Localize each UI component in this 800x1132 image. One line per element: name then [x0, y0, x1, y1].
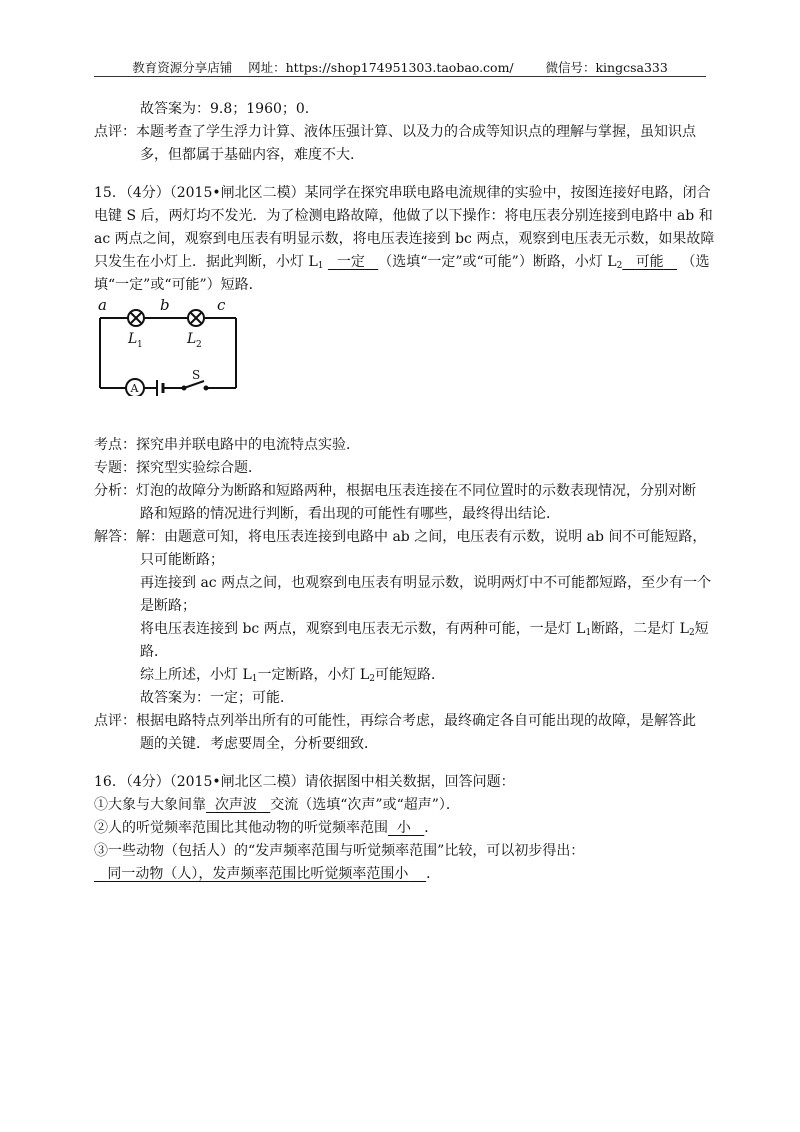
fenxi-text-1: 灯泡的故障分为断路和短路两种，根据电压表连接在不同位置时的示数表现情况，分别对断	[136, 483, 696, 499]
dianping-text-1: 根据电路特点列举出所有的可能性，再综合考虑，最终确定各自可能出现的故障，是解答此	[136, 713, 696, 729]
q16-answer-3-text: 同一动物（人），发声频率范围比听觉频率范围小	[107, 866, 409, 882]
q16-item-3: ③一些动物（包括人）的“发声频率范围与听觉频率范围”比较，可以初步得出：	[94, 843, 585, 859]
q15-answer-1	[328, 254, 378, 270]
q15-jieda-line-6: 路．	[140, 644, 168, 660]
point-a-label: a	[98, 296, 107, 314]
zhuanti-tag: 专题：	[94, 460, 136, 476]
q16-answer-1-text: 次声波	[214, 797, 257, 813]
q15-line-3: ac 两点之间，观察到电压表有明显示数，将电压表连接到 bc 两点，观察到电压表无示数，如果故障	[94, 231, 715, 247]
point-c-label: c	[217, 296, 226, 314]
circuit-diagram	[96, 296, 241, 396]
switch-label: S	[192, 368, 201, 382]
q16-item-4-end: ．	[426, 866, 441, 882]
q15-answer-2	[622, 254, 677, 270]
q15-kaodian	[94, 435, 360, 455]
q15-line-4-end: （选	[681, 254, 710, 270]
q16-item-2-text-a: ②人的听觉频率范围比其他动物的听觉频率范围	[94, 820, 388, 836]
jieda-text-5b: 断路，二是灯 L	[591, 621, 689, 637]
q15-l2-subscript: 2	[616, 261, 623, 271]
jieda-5-sub-1: 1	[585, 628, 592, 638]
q15-line-4	[94, 252, 710, 272]
jieda-5-sub-2: 2	[688, 628, 695, 638]
jieda-7-sub-1: 1	[251, 674, 258, 684]
q15-fenxi-line-2: 路和短路的情况进行判断，看出现的可能性有哪些，最终得出结论．	[140, 506, 560, 522]
q16-item-1-text-a: ①大象与大象间靠	[94, 797, 206, 813]
jieda-text-1: 解：由题意可知，将电压表连接到电路中 ab 之间，电压表有示数，说明 ab 间不可能短路，	[136, 529, 707, 545]
q15-line-2: 电键 S 后，两灯均不发光．为了检测电路故障，他做了以下操作：将电压表分别连接到电路中 ab 和	[94, 208, 713, 224]
jieda-text-5c: 短	[694, 621, 709, 637]
q16-answer-3	[94, 866, 426, 882]
q15-dianping-line-1	[94, 711, 696, 731]
prev-comment-tag: 点评：	[94, 124, 136, 140]
q15-answer-1-text: 一定	[336, 254, 365, 270]
jieda-tag: 解答：	[94, 529, 136, 545]
prev-comment-line-1	[94, 122, 696, 142]
q15-jieda-line-4: 是断路；	[140, 598, 196, 614]
wechat-label: 微信号：	[545, 60, 596, 75]
q16-answer-2	[388, 820, 424, 836]
switch-contact	[205, 387, 208, 390]
lamp-l1-label: L	[128, 331, 138, 347]
q15-zhuanti	[94, 458, 262, 478]
jieda-text-5a: 将电压表连接到 bc 两点，观察到电压表无示数，有两种可能，一是灯 L	[140, 621, 586, 637]
jieda-7-sub-2: 2	[369, 674, 375, 684]
q16-item-1-text-b: 交流（选填“次声”或“超声”）．	[270, 797, 460, 813]
q16-item-4	[94, 864, 440, 884]
jieda-text-7c: 可能短路．	[374, 667, 445, 683]
q15-jieda-line-3: 再连接到 ac 两点之间，也观察到电压表有明显示数，说明两灯中不可能都短路，至少有一个	[140, 575, 712, 591]
prev-comment-text-1: 本题考查了学生浮力计算、液体压强计算、以及力的合成等知识点的理解与掌握，虽知识点	[136, 124, 696, 140]
fenxi-tag: 分析：	[94, 483, 136, 499]
jieda-text-7b: 一定断路，小灯 L	[257, 667, 370, 683]
jieda-text-7a: 综上所述，小灯 L	[140, 667, 252, 683]
prev-answer: 故答案为：9.8；1960；0.	[140, 101, 310, 117]
q16-answer-2-text: 小	[396, 820, 411, 836]
switch-lever	[184, 381, 204, 388]
q16-item-2	[94, 818, 438, 838]
q15-fenxi-line-1	[94, 481, 696, 501]
q15-line-4-mid: （选填“一定”或“可能”）断路，小灯 L	[378, 254, 617, 270]
q15-jieda-line-7	[140, 665, 445, 685]
lamp-l2-label-sub: 2	[196, 340, 202, 350]
lamp-l1-label-sub: 1	[137, 340, 143, 350]
zhuanti-text: 探究型实验综合题．	[136, 460, 262, 476]
lamp-l2-label: L	[187, 331, 197, 347]
q15-jieda-line-2: 只可能断路；	[140, 552, 224, 568]
kaodian-tag: 考点：	[94, 437, 136, 453]
ammeter-label: A	[130, 382, 139, 395]
header-divider	[94, 76, 706, 77]
q16-answer-1	[206, 797, 270, 813]
wechat-id: kingcsa333	[595, 60, 668, 75]
prev-comment-line-2: 多，但都属于基础内容，难度不大.	[140, 147, 355, 163]
q15-dianping-line-2: 题的关键．考虑要周全，分析要细致．	[140, 736, 378, 752]
q15-jieda-line-8: 故答案为：一定；可能．	[140, 690, 294, 706]
url-label: 网址：	[248, 60, 286, 75]
q15-l1-subscript: 1	[317, 261, 324, 271]
q15-jieda-line-5	[140, 619, 709, 639]
q15-line-4-text: 只发生在小灯上．据此判断，小灯 L	[94, 254, 318, 270]
shop-url[interactable]: https://shop174951303.taobao.com/	[285, 60, 514, 75]
q15-line-5: 填“一定”或“可能”）短路．	[94, 277, 263, 293]
q16-item-1	[94, 795, 460, 815]
switch-pivot	[183, 387, 186, 390]
q16-item-2-text-b: ．	[424, 820, 439, 836]
dianping-tag: 点评：	[94, 713, 136, 729]
shop-name: 教育资源分享店铺	[132, 60, 233, 75]
point-b-label: b	[160, 296, 170, 314]
q15-line-1: 15．（4分）（2015•闸北区二模）某同学在探究串联电路电流规律的实验中，按图连接好电路，闭合	[94, 185, 711, 201]
q15-jieda-line-1	[94, 527, 706, 547]
q15-answer-2-text: 可能	[635, 254, 664, 270]
kaodian-text: 探究串并联电路中的电流特点实验．	[136, 437, 360, 453]
page-header	[94, 58, 706, 76]
q16-line-1: 16．（4分）（2015•闸北区二模）请依据图中相关数据，回答问题：	[94, 774, 515, 790]
